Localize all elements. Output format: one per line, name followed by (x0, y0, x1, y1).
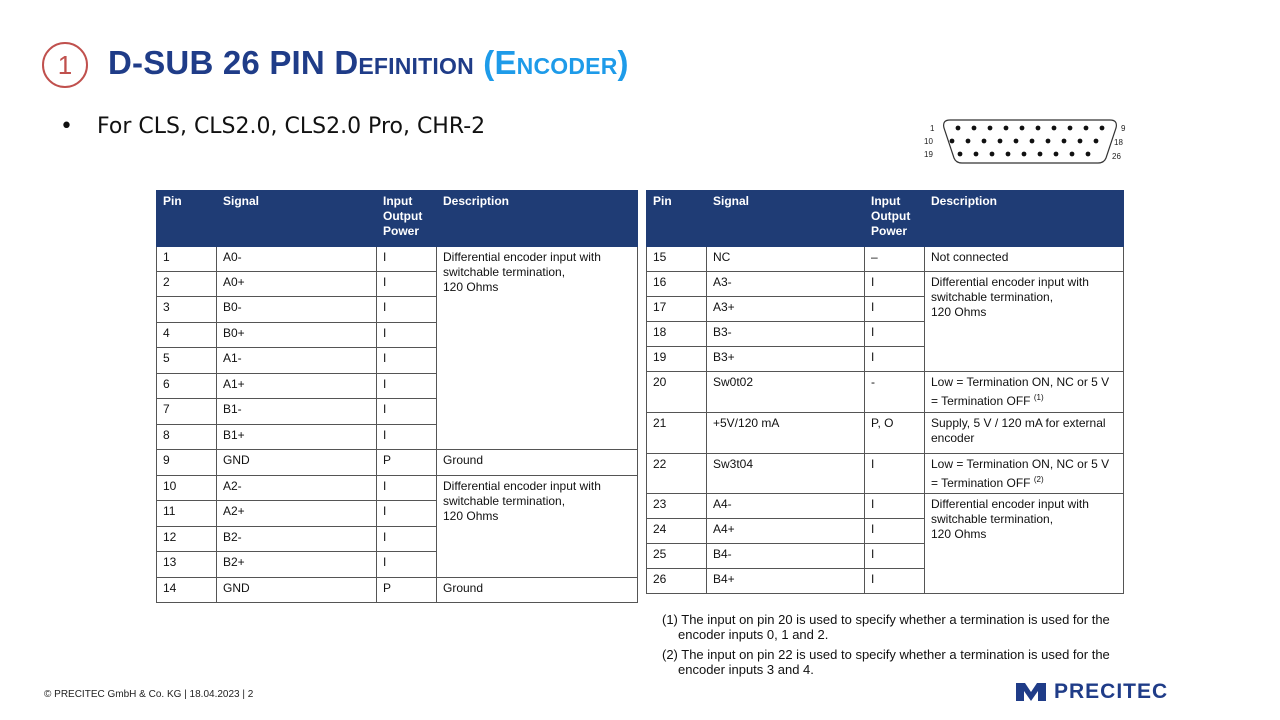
cell-pin: 15 (647, 247, 707, 272)
cell-pin: 8 (157, 425, 217, 450)
cell-io: I (377, 476, 437, 501)
connector-label-10: 10 (924, 137, 933, 146)
header-pin: Pin (647, 191, 707, 247)
cell-pin: 25 (647, 544, 707, 569)
table-row (647, 454, 1124, 494)
cell-signal: NC (707, 247, 865, 272)
header-description: Description (437, 191, 638, 247)
cell-pin: 11 (157, 501, 217, 527)
cell-io: I (377, 425, 437, 450)
cell-io: I (377, 527, 437, 552)
header-description: Description (925, 191, 1124, 247)
footnotes (662, 612, 1132, 682)
cell-io: I (865, 569, 925, 594)
table-row (157, 476, 638, 501)
connector-label-18: 18 (1114, 138, 1123, 147)
cell-description-pin-21: Supply, 5 V / 120 mA for external encoder (925, 413, 1124, 454)
cell-pin: 6 (157, 374, 217, 399)
cell-io: I (377, 501, 437, 527)
cell-io: I (865, 322, 925, 347)
cell-signal: GND (217, 578, 377, 603)
cell-pin: 22 (647, 454, 707, 494)
cell-pin: 24 (647, 519, 707, 544)
header-signal: Signal (217, 191, 377, 247)
cell-signal: A3+ (707, 297, 865, 322)
cell-signal: B1+ (217, 425, 377, 450)
table-row (157, 450, 638, 476)
cell-io: I (377, 552, 437, 578)
header-io: Input Output Power (865, 191, 925, 247)
cell-description-group-4: Differential encoder input with switchable termination, 120 Ohms (925, 494, 1124, 594)
cell-signal: A2+ (217, 501, 377, 527)
connector-pins-row-3 (958, 152, 1091, 157)
cell-signal: Sw3t04 (707, 454, 865, 494)
cell-pin: 26 (647, 569, 707, 594)
cell-description-pin-14: Ground (437, 578, 638, 603)
cell-io: I (377, 348, 437, 374)
header-pin: Pin (157, 191, 217, 247)
cell-signal: B3- (707, 322, 865, 347)
cell-pin: 1 (157, 247, 217, 272)
cell-description-pin-22: Low = Termination ON, NC or 5 V = Termination OFF $^{(2)}$ (925, 454, 1124, 494)
cell-io: - (865, 372, 925, 413)
footnote-1: (1) The input on pin 20 is used to specify whether a termination is used for the encoder inputs 0, 1 and 2. (662, 612, 1110, 642)
connector-label-26: 26 (1112, 152, 1121, 161)
cell-signal: A4- (707, 494, 865, 519)
cell-description-pin-15: Not connected (925, 247, 1124, 272)
cell-io: P (377, 578, 437, 603)
bullet-item (60, 114, 485, 139)
cell-io: I (377, 399, 437, 425)
cell-signal: A2- (217, 476, 377, 501)
cell-pin: 12 (157, 527, 217, 552)
connector-label-1: 1 (930, 124, 935, 133)
cell-io: I (377, 374, 437, 399)
cell-pin: 18 (647, 322, 707, 347)
table-row (157, 247, 638, 272)
cell-signal: Sw0t02 (707, 372, 865, 413)
cell-signal: B4- (707, 544, 865, 569)
step-number: 1 (57, 49, 73, 80)
footnote-2: (2) The input on pin 22 is used to specify whether a termination is used for the encoder inputs 3 and 4. (662, 647, 1110, 677)
table-header-row (647, 191, 1124, 247)
bullet-text: For CLS, CLS2.0, CLS2.0 Pro, CHR-2 (97, 114, 486, 139)
cell-pin: 2 (157, 272, 217, 297)
cell-signal: B1- (217, 399, 377, 425)
table-row (647, 413, 1124, 454)
connector-label-19: 19 (924, 150, 933, 159)
cell-pin: 13 (157, 552, 217, 578)
connector-pins-row-1 (956, 126, 1105, 131)
cell-signal: A1+ (217, 374, 377, 399)
cell-pin: 21 (647, 413, 707, 454)
footer-copyright: © PRECITEC GmbH & Co. KG | 18.04.2023 | 2 (44, 689, 254, 700)
connector-pins-row-2 (950, 139, 1099, 144)
cell-pin: 17 (647, 297, 707, 322)
cell-pin: 7 (157, 399, 217, 425)
cell-pin: 5 (157, 348, 217, 374)
cell-io: – (865, 247, 925, 272)
cell-io: P (377, 450, 437, 476)
header-signal: Signal (707, 191, 865, 247)
cell-signal: B2+ (217, 552, 377, 578)
table-row (647, 247, 1124, 272)
cell-signal: A0+ (217, 272, 377, 297)
precitec-logo-text: PRECITEC (1054, 680, 1169, 703)
table-row (647, 272, 1124, 297)
cell-signal: A1- (217, 348, 377, 374)
cell-io: I (377, 272, 437, 297)
cell-description-group-2: Differential encoder input with switchable termination, 120 Ohms (437, 476, 638, 578)
header-io: Input Output Power (377, 191, 437, 247)
dsub-connector-diagram (922, 117, 1132, 165)
table-header-row (157, 191, 638, 247)
step-number-circle (42, 42, 88, 88)
bullet-dot-icon: • (60, 114, 73, 139)
title-part-1: D-SUB 26 PIN (108, 44, 335, 81)
precitec-logo-icon (1016, 683, 1046, 701)
cell-signal: A0- (217, 247, 377, 272)
cell-io: I (865, 297, 925, 322)
pin-table-right (646, 190, 1124, 594)
cell-io: I (865, 544, 925, 569)
cell-pin: 4 (157, 323, 217, 348)
cell-io: P, O (865, 413, 925, 454)
cell-signal: B2- (217, 527, 377, 552)
table-row (647, 372, 1124, 413)
cell-pin: 10 (157, 476, 217, 501)
cell-io: I (865, 454, 925, 494)
cell-pin: 20 (647, 372, 707, 413)
cell-pin: 14 (157, 578, 217, 603)
cell-signal: GND (217, 450, 377, 476)
pin-table-left (156, 190, 638, 603)
cell-signal: A4+ (707, 519, 865, 544)
cell-io: I (377, 297, 437, 323)
cell-signal: B3+ (707, 347, 865, 372)
precitec-logo (1016, 680, 1168, 704)
cell-signal: A3- (707, 272, 865, 297)
cell-io: I (865, 519, 925, 544)
cell-signal: B0- (217, 297, 377, 323)
cell-pin: 23 (647, 494, 707, 519)
cell-io: I (865, 347, 925, 372)
cell-description-pin-20: Low = Termination ON, NC or 5 V = Termination OFF $^{(1)}$ (925, 372, 1124, 413)
table-row (157, 578, 638, 603)
connector-label-9: 9 (1121, 124, 1126, 133)
cell-description-group-1: Differential encoder input with switchable termination, 120 Ohms (437, 247, 638, 450)
page-title (108, 44, 629, 82)
cell-description-group-3: Differential encoder input with switchable termination, 120 Ohms (925, 272, 1124, 372)
cell-pin: 19 (647, 347, 707, 372)
cell-signal: B4+ (707, 569, 865, 594)
cell-io: I (377, 323, 437, 348)
cell-pin: 16 (647, 272, 707, 297)
cell-pin: 3 (157, 297, 217, 323)
cell-io: I (377, 247, 437, 272)
cell-io: I (865, 272, 925, 297)
table-row (647, 494, 1124, 519)
cell-signal: B0+ (217, 323, 377, 348)
cell-pin: 9 (157, 450, 217, 476)
title-part-3: (Encoder) (483, 44, 629, 81)
title-part-2: Definition (334, 44, 474, 81)
cell-description-pin-9: Ground (437, 450, 638, 476)
cell-io: I (865, 494, 925, 519)
cell-signal: +5V/120 mA (707, 413, 865, 454)
